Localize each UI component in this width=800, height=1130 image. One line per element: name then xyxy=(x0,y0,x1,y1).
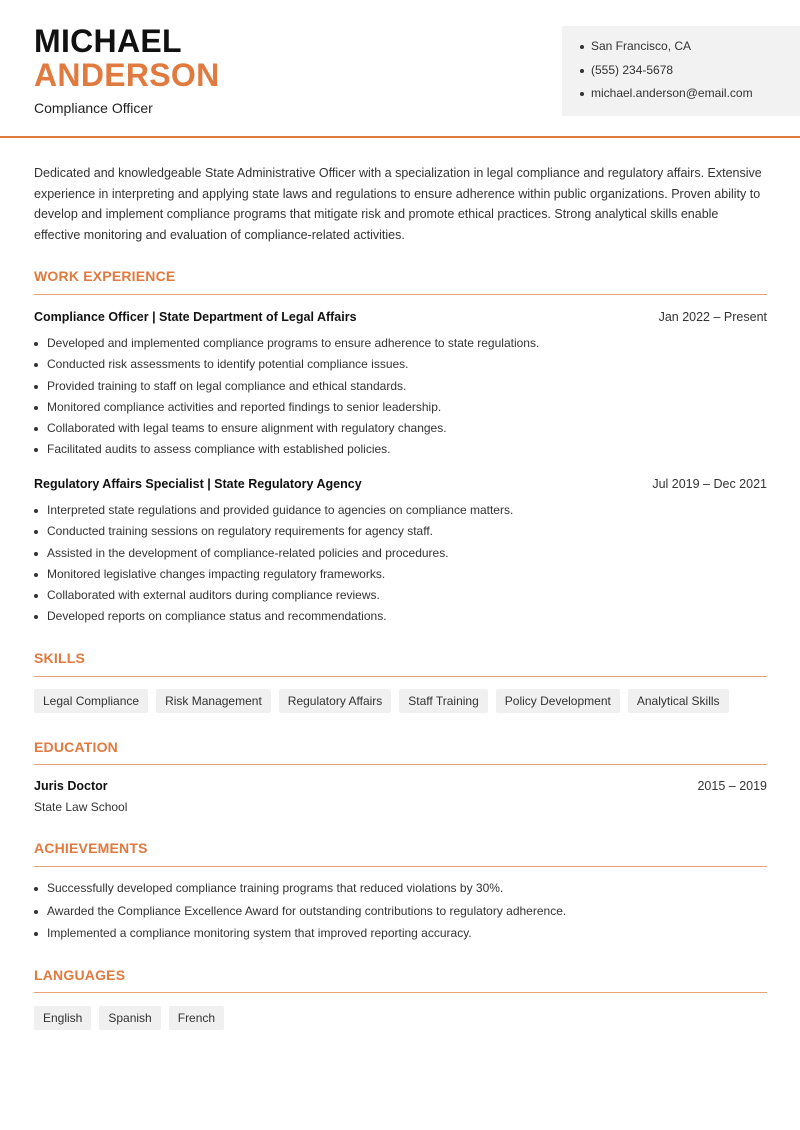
list-item-text: Provided training to staff on legal compliance and ethical standards. xyxy=(47,378,407,393)
work-experience-heading: WORK EXPERIENCE xyxy=(34,268,176,284)
skills-heading: SKILLS xyxy=(34,650,85,666)
list-item-text: Monitored legislative changes impacting regulatory frameworks. xyxy=(47,566,386,581)
job-bullets xyxy=(34,336,767,464)
skill-chip: Legal Compliance xyxy=(34,689,148,713)
achievements-heading: ACHIEVEMENTS xyxy=(34,840,148,856)
list-item xyxy=(34,546,767,567)
bullet-icon xyxy=(34,932,38,936)
list-item-text: Facilitated audits to assess compliance with established policies. xyxy=(47,442,391,457)
phone-text: (555) 234-5678 xyxy=(591,62,674,77)
section-divider xyxy=(34,764,767,765)
bullet-icon xyxy=(34,363,38,367)
list-item-text: Assisted in the development of compliance-related policies and procedures. xyxy=(47,545,449,560)
section-divider xyxy=(34,294,767,295)
list-item-text: Collaborated with legal teams to ensure alignment with regulatory changes. xyxy=(47,421,447,436)
list-item-text: Implemented a compliance monitoring system that improved reporting accuracy. xyxy=(47,926,472,940)
bullet-icon xyxy=(34,552,38,556)
bullet-icon xyxy=(580,69,584,73)
bullet-icon xyxy=(34,887,38,891)
section-divider xyxy=(34,992,767,993)
bullet-icon xyxy=(34,385,38,389)
education-heading: EDUCATION xyxy=(34,739,118,755)
list-item-text: Conducted risk assessments to identify potential compliance issues. xyxy=(47,357,409,372)
contact-box xyxy=(562,26,800,116)
bullet-icon xyxy=(34,342,38,346)
skill-chip: Risk Management xyxy=(156,689,271,713)
list-item-text: Interpreted state regulations and provided guidance to agencies on compliance matters. xyxy=(47,503,514,517)
list-item-text: Developed reports on compliance status and recommendations. xyxy=(47,609,387,624)
job-role: Compliance Officer | State Department of Legal Affairs xyxy=(34,310,357,324)
contact-phone xyxy=(580,63,800,87)
list-item-text: Collaborated with external auditors during compliance reviews. xyxy=(47,588,380,603)
list-item xyxy=(34,588,767,609)
list-item xyxy=(34,442,767,463)
language-chip: English xyxy=(34,1006,91,1030)
list-item xyxy=(34,336,767,357)
bullet-icon xyxy=(34,406,38,410)
skills-list xyxy=(34,689,729,713)
list-item-text: Conducted training sessions on regulatory requirements for agency staff. xyxy=(47,524,433,539)
list-item xyxy=(34,400,767,421)
summary-paragraph: Dedicated and knowledgeable State Administrative Officer with a specialization in legal compliance and regulatory affairs. Extensive experience in interpreting and applying state laws and regulations to ensure adherence within public organizations. Proven ability to develop and implement compliance programs that mitigate risk and promote ethical practices. Strong analytical skills enable effective monitoring and evaluation of compliance-related activities. xyxy=(34,166,762,243)
skill-chip: Analytical Skills xyxy=(628,689,729,713)
bullet-icon xyxy=(34,427,38,431)
contact-email xyxy=(580,86,800,110)
list-item xyxy=(34,926,767,949)
languages-list xyxy=(34,1006,224,1030)
education-dates: 2015 – 2019 xyxy=(697,779,767,793)
job-dates: Jul 2019 – Dec 2021 xyxy=(652,477,767,491)
section-divider xyxy=(34,866,767,867)
list-item xyxy=(34,357,767,378)
email-text: michael.anderson@email.com xyxy=(591,86,753,100)
last-name: ANDERSON xyxy=(34,57,220,93)
list-item xyxy=(34,904,767,927)
contact-location xyxy=(580,39,800,63)
location-text: San Francisco, CA xyxy=(591,39,692,53)
job-title: Compliance Officer xyxy=(34,100,153,116)
achievements-list xyxy=(34,881,767,949)
list-item xyxy=(34,609,767,630)
bullet-icon xyxy=(34,910,38,914)
bullet-icon xyxy=(34,530,38,534)
bullet-icon xyxy=(580,92,584,96)
list-item xyxy=(34,421,767,442)
first-name: MICHAEL xyxy=(34,23,182,59)
skill-chip: Policy Development xyxy=(496,689,620,713)
job-bullets xyxy=(34,503,767,631)
bullet-icon xyxy=(34,509,38,513)
skill-chip: Regulatory Affairs xyxy=(279,689,392,713)
bullet-icon xyxy=(34,573,38,577)
education-school: State Law School xyxy=(34,800,128,814)
bullet-icon xyxy=(580,45,584,49)
skill-chip: Staff Training xyxy=(399,689,488,713)
section-divider xyxy=(34,676,767,677)
job-role: Regulatory Affairs Specialist | State Regulatory Agency xyxy=(34,477,362,491)
languages-heading: LANGUAGES xyxy=(34,967,126,983)
list-item xyxy=(34,503,767,524)
language-chip: Spanish xyxy=(99,1006,160,1030)
job-dates: Jan 2022 – Present xyxy=(658,310,767,324)
education-degree: Juris Doctor xyxy=(34,779,108,793)
bullet-icon xyxy=(34,448,38,452)
bullet-icon xyxy=(34,594,38,598)
list-item-text: Successfully developed compliance training programs that reduced violations by 30%. xyxy=(47,881,504,895)
list-item-text: Awarded the Compliance Excellence Award for outstanding contributions to regulatory adherence. xyxy=(47,903,567,918)
resume-header xyxy=(0,0,800,138)
list-item-text: Monitored compliance activities and reported findings to senior leadership. xyxy=(47,399,442,414)
list-item xyxy=(34,881,767,904)
language-chip: French xyxy=(169,1006,224,1030)
job-header xyxy=(34,310,767,324)
bullet-icon xyxy=(34,615,38,619)
list-item xyxy=(34,567,767,588)
list-item xyxy=(34,524,767,545)
job-header xyxy=(34,477,767,491)
list-item-text: Developed and implemented compliance programs to ensure adherence to state regulations. xyxy=(47,336,540,350)
list-item xyxy=(34,379,767,400)
